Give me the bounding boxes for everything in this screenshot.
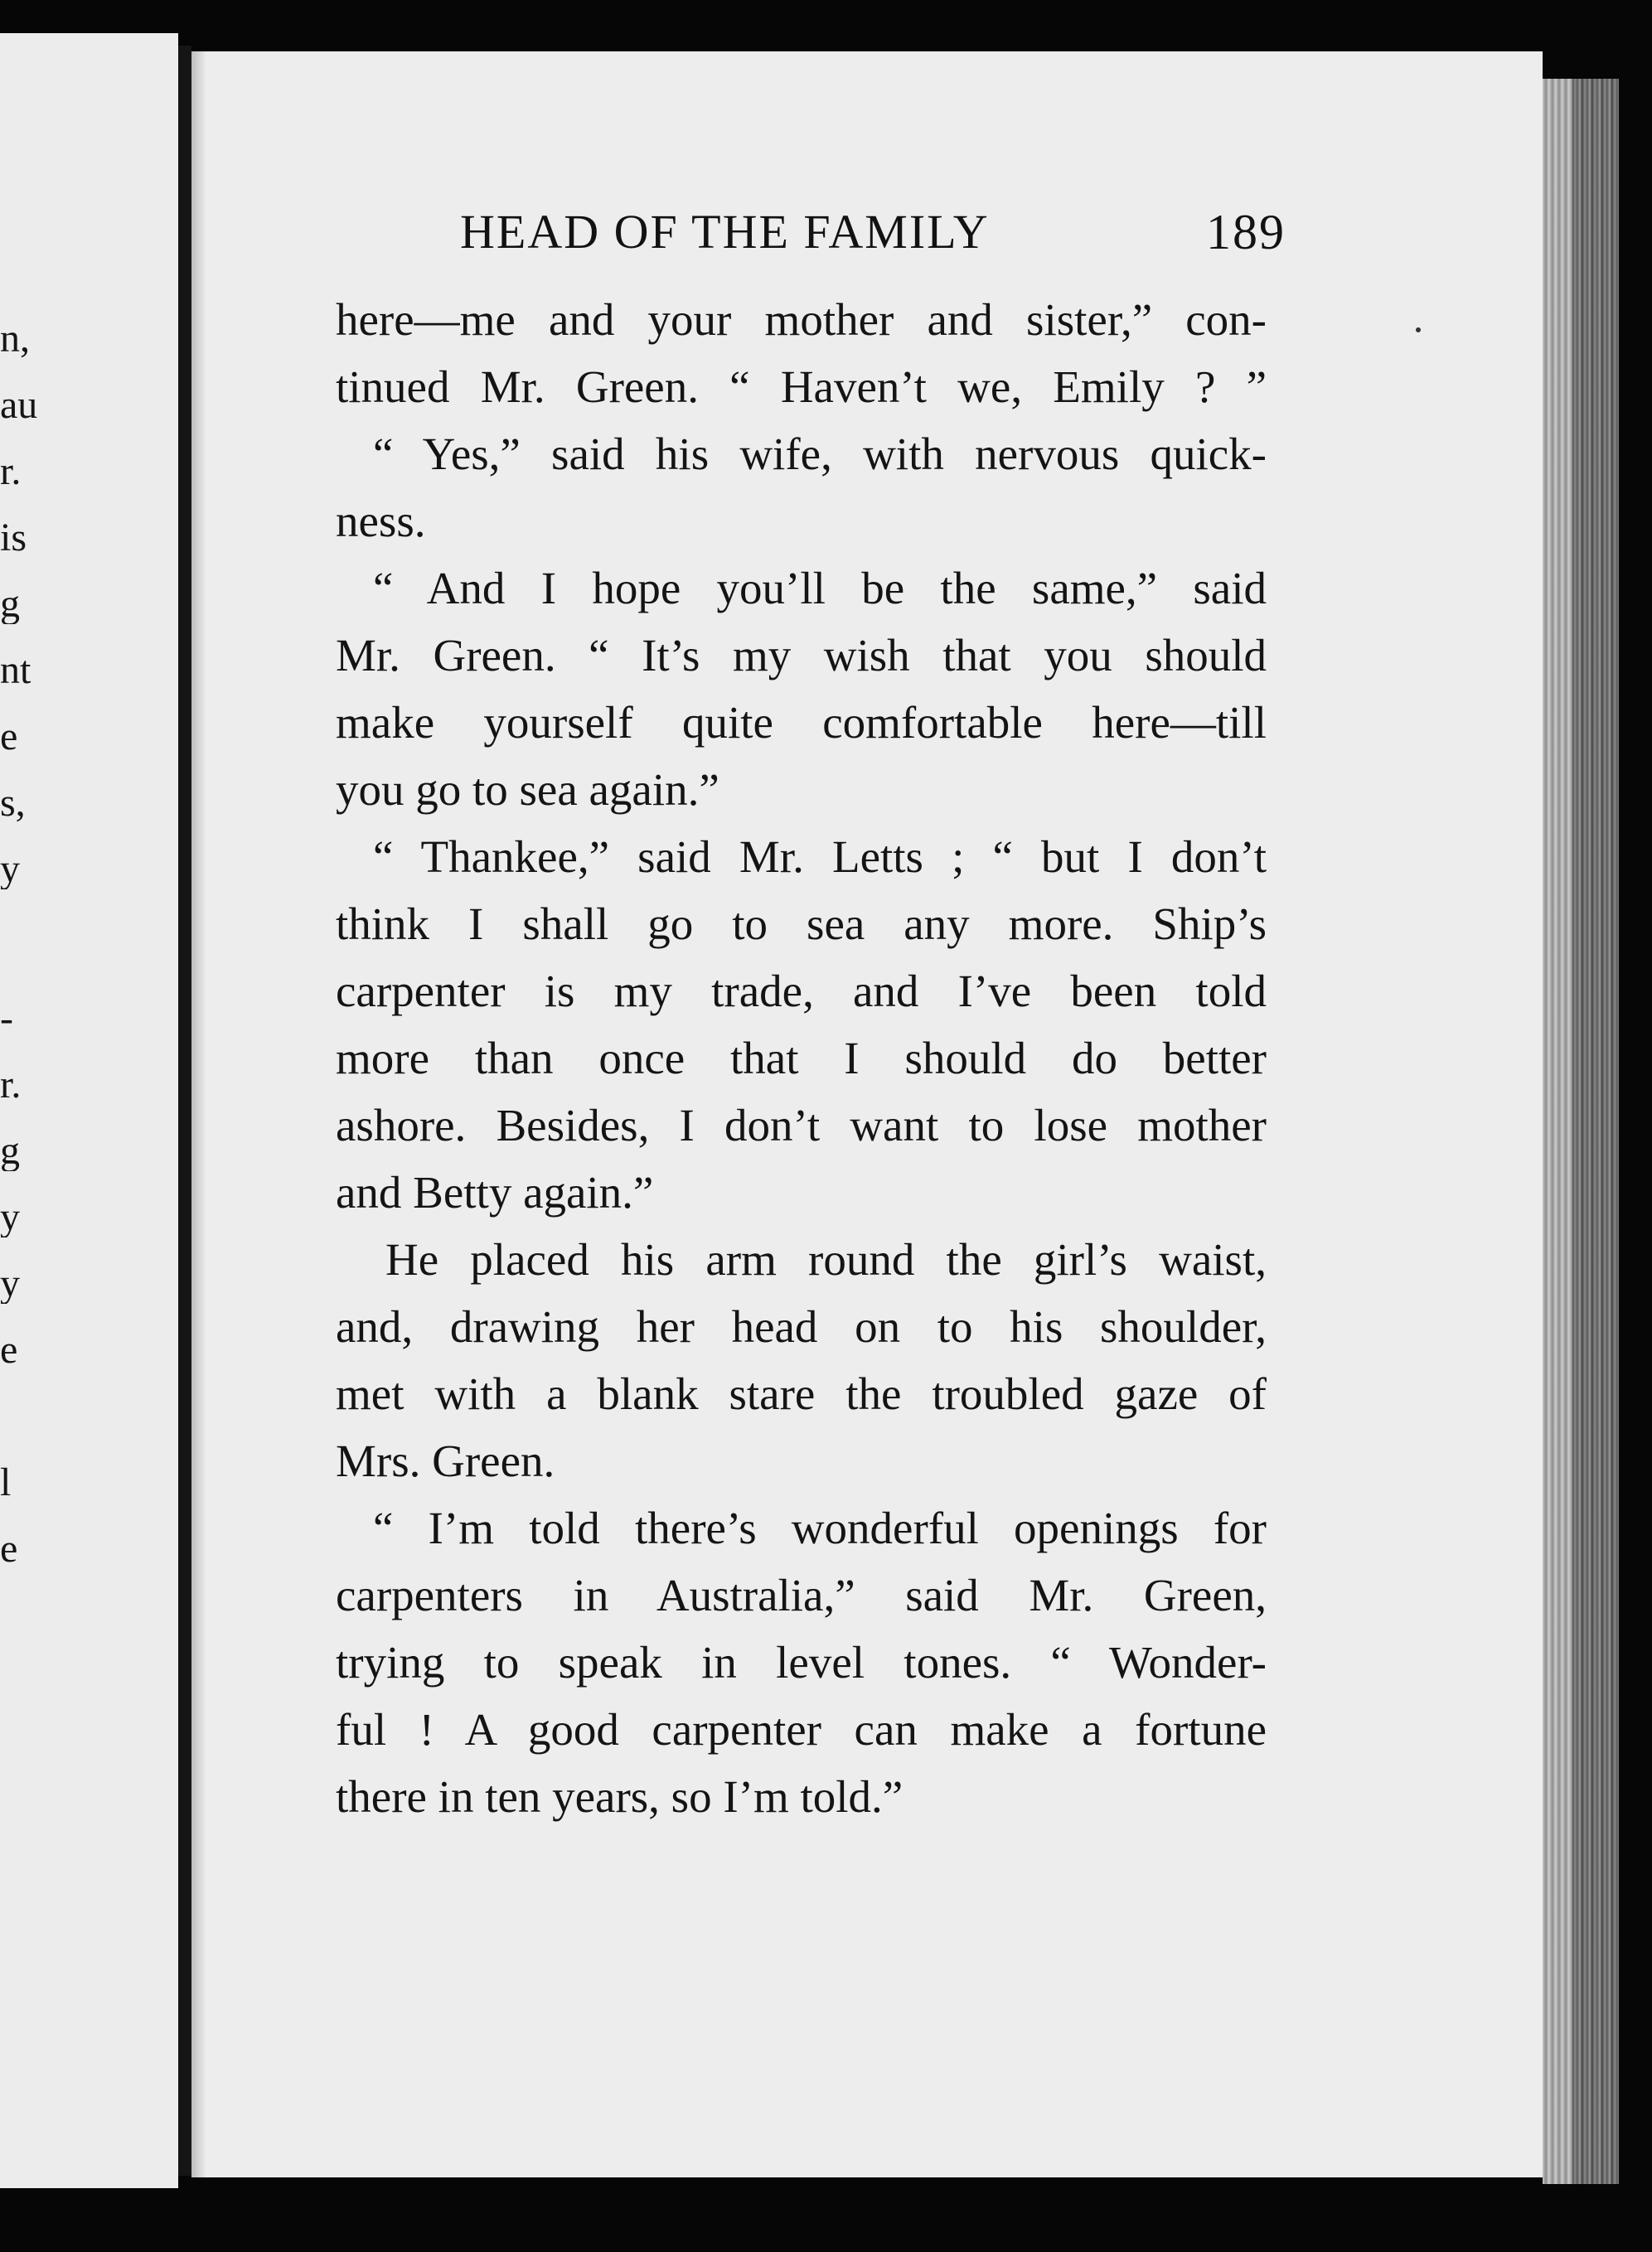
fragment-line: - (0, 999, 13, 1039)
text-line: met with a blank stare the troubled gaze of (336, 1368, 1267, 1419)
fragment-line: y (0, 1264, 20, 1304)
text-line: you go to sea again.” (336, 764, 719, 815)
fragment-line: au (0, 385, 38, 425)
text-line: there in ten years, so I’m told.” (336, 1771, 904, 1822)
fragment-line: g (0, 1131, 20, 1171)
text-line: “ I’m told there’s wonderful openings for (373, 1503, 1267, 1553)
fragment-line: r. (0, 452, 22, 492)
dust-speck (1416, 327, 1421, 332)
text-line: carpenters in Australia,” said Mr. Green, (336, 1570, 1267, 1620)
page-stack-edge-highlight (1543, 79, 1572, 2184)
fragment-line: n, (0, 319, 30, 359)
text-line: make yourself quite comfortable here—till (336, 697, 1267, 748)
fragment-line: nt (0, 651, 31, 690)
text-line: more than once that I should do better (336, 1033, 1267, 1083)
text-line: ness. (336, 496, 426, 546)
fragment-line: is (0, 518, 27, 558)
fragment-line: y (0, 1198, 20, 1237)
text-line: ashore. Besides, I don’t want to lose mother (336, 1100, 1267, 1150)
previous-page-fragment (0, 33, 178, 2188)
text-line: and, drawing her head on to his shoulder, (336, 1301, 1267, 1352)
text-line: tinued Mr. Green. “ Haven’t we, Emily ? ” (336, 361, 1267, 412)
running-head (460, 199, 1289, 265)
fragment-line: g (0, 584, 20, 624)
fragment-line: y (0, 850, 20, 889)
book-gutter (178, 46, 191, 2176)
text-line: think I shall go to sea any more. Ship’s (336, 898, 1267, 949)
gutter-shadow (191, 51, 206, 2177)
text-line: ful ! A good carpenter can make a fortune (336, 1704, 1267, 1755)
previous-page-text-fragments (0, 33, 178, 2188)
text-line: here—me and your mother and sister,” con- (336, 294, 1267, 345)
fragment-line: e (0, 717, 18, 757)
text-line: trying to speak in level tones. “ Wonder- (336, 1637, 1267, 1688)
fragment-line: s, (0, 783, 26, 823)
text-line: carpenter is my trade, and I’ve been told (336, 966, 1267, 1016)
fragment-line: r. (0, 1065, 22, 1105)
fragment-line: e (0, 1529, 18, 1569)
running-head-title: HEAD OF THE FAMILY (460, 205, 990, 259)
fragment-line: l (0, 1463, 12, 1503)
text-line: He placed his arm round the girl’s waist, (385, 1234, 1267, 1285)
text-line: “ And I hope you’ll be the same,” said (373, 563, 1267, 613)
text-line: and Betty again.” (336, 1167, 654, 1218)
text-line: Mr. Green. “ It’s my wish that you should (336, 630, 1267, 680)
text-line: “ Yes,” said his wife, with nervous quick- (373, 429, 1267, 479)
fragment-line: e (0, 1330, 18, 1370)
text-line: Mrs. Green. (336, 1436, 555, 1486)
page-number: 189 (1206, 205, 1286, 259)
text-line: “ Thankee,” said Mr. Letts ; “ but I don’t (373, 831, 1267, 882)
body-text (336, 286, 1267, 1830)
